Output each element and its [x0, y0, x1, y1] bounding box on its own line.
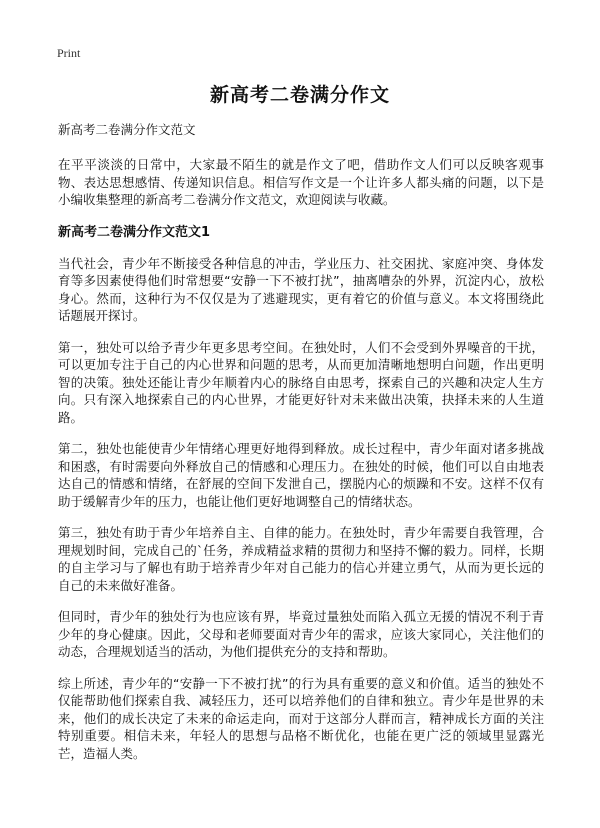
essay-paragraph-4: 第三，独处有助于青少年培养自主、自律的能力。在独处时，青少年需要自我管理，合理规划时间，完成自己的`任务，养成精益求精的贯彻力和坚持不懈的毅力。同样，长期的自主学习与了解也有助于培养青少年对自己能力的信心并建立勇气，从而为更长远的自己的未来做好准备。: [58, 525, 544, 593]
document-subtitle: 新高考二卷满分作文范文: [58, 122, 196, 137]
document-body: [58, 120, 544, 776]
section-heading: 新高考二卷满分作文范文1: [58, 224, 211, 240]
essay-paragraph-5: 但同时，青少年的独处行为也应该有界，毕竟过量独处而陷入孤立无援的情况不利于青少年的身心健康。因此，父母和老师要面对青少年的需求，应该大家同心，关注他们的动态，合理规划适当的活动，为他们提供充分的支持和帮助。: [58, 609, 544, 659]
essay-paragraph-1: 当代社会，青少年不断接受各种信息的冲击，学业压力、社交困扰、家庭冲突、身体发育等多因素使得他们时常想要“安静一下不被打扰”，抽离嘈杂的外界，沉淀内心，放松身心。然而，这种行为不仅仅是为了逃避现实，更有着它的价值与意义。本文将围绕此话题展开探讨。: [58, 255, 544, 323]
essay-paragraph-2: 第一，独处可以给予青少年更多思考空间。在独处时，人们不会受到外界噪音的干扰，可以更加专注于自己的内心世界和问题的思考，从而更加清晰地想明白问题，作出更明智的决策。独处还能让青少年顺着内心的脉络自由思考，探索自己的兴趣和决定人生方向。只有深入地探索自己的内心世界，才能更好针对未来做出决策，抉择未来的人生道路。: [58, 339, 544, 425]
essay-paragraph-6: 综上所述，青少年的“安静一下不被打扰”的行为具有重要的意义和价值。适当的独处不仅能帮助他们探索自我、减轻压力，还可以培养他们的自律和独立。青少年是世界的未来，他们的成长决定了未来的命运走向，而对于这部分人群而言，精神成长方面的关注特别重要。相信未来，年轻人的思想与品格不断优化，也能在更广泛的领域里显露光芒，造福人类。: [58, 675, 544, 761]
print-label: Print: [57, 46, 81, 60]
essay-paragraph-3: 第二，独处也能使青少年情绪心理更好地得到释放。成长过程中，青少年面对诸多挑战和困惑，有时需要向外释放自己的情感和心理压力。在独处的时候，他们可以自由地表达自己的情感和情绪，在舒展的空间下发泄自己，摆脱内心的烦躁和不安。这样不仅有助于缓解青少年的压力，也能让他们更好地调整自己的情绪状态。: [58, 441, 544, 509]
document-title: 新高考二卷满分作文: [209, 84, 390, 106]
intro-paragraph: 在平平淡淡的日常中，大家最不陌生的就是作文了吧，借助作文人们可以反映客观事物、表达思想感情、传递知识信息。相信写作文是一个让许多人都头痛的问题，以下是小编收集整理的新高考二卷满分作文范文，欢迎阅读与收藏。: [58, 157, 544, 207]
